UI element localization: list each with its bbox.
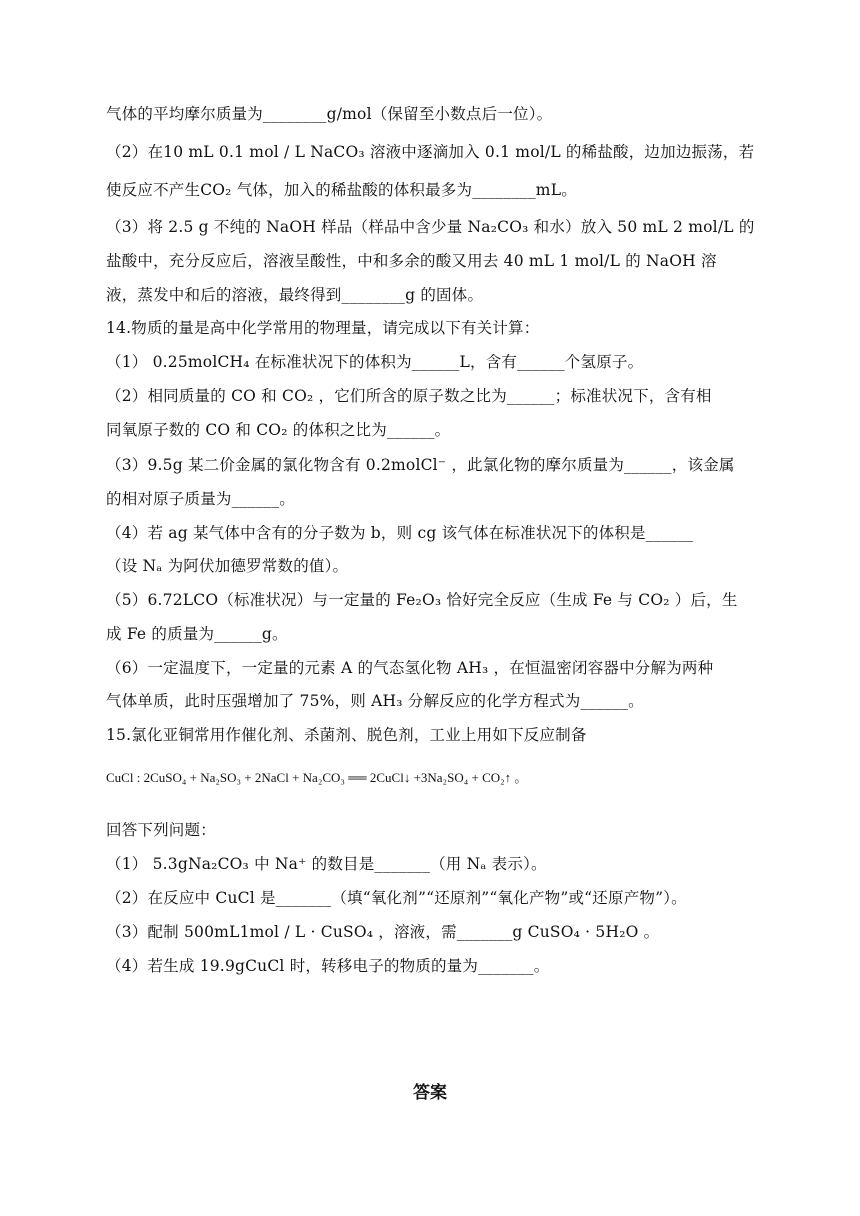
text-line: （4）若 ag 某气体中含有的分子数为 b，则 cg 该气体在标准状况下的体积是______ [106,524,694,542]
text-line: 盐酸中，充分反应后，溶液呈酸性，中和多余的酸又用去 40 mL 1 mol/L 的 NaOH 溶 [106,252,717,270]
text-line: 液，蒸发中和后的溶液，最终得到________g 的固体。 [106,286,484,304]
chemical-equation: CuCl : 2CuSO₄ + Na₂SO₃ + 2NaCl + Na₂CO₃ ══ 2CuCl↓ +3Na₂SO₄ + CO₂↑ 。 [106,770,528,785]
text-line: 使反应不产生CO₂ 气体，加入的稀盐酸的体积最多为________mL。 [106,181,577,199]
text-line: （2）在反应中 CuCl 是_______（填“氧化剂”“还原剂”“氧化产物”或“还原产物”）。 [106,889,687,907]
text-line: （2）在10 mL 0.1 mol / L NaCO₃ 溶液中逐滴加入 0.1 mol/L 的稀盐酸，边加边振荡，若 [106,143,755,161]
text-line: （6）一定温度下，一定量的元素 A 的气态氢化物 AH₃ ，在恒温密闭容器中分解为两种 [106,659,714,677]
text-line: （3）将 2.5 g 不纯的 NaOH 样品（样品中含少量 Na₂CO₃ 和水）放入 50 mL 2 mol/L 的 [106,218,755,236]
text-line: 气体的平均摩尔质量为________g/mol（保留至小数点后一位）。 [106,105,553,123]
question-heading: 15.氯化亚铜常用作催化剂、杀菌剂、脱色剂，工业上用如下反应制备 [106,726,587,744]
question-heading: 14.物质的量是高中化学常用的物理量，请完成以下有关计算： [106,319,540,337]
text-line: （设 Nₐ 为阿伏加德罗常数的值）。 [106,557,349,575]
text-line: 成 Fe 的质量为______g。 [106,625,288,643]
answer-heading: 答案 [413,1083,447,1103]
text-line: 同氧原子数的 CO 和 CO₂ 的体积之比为______。 [106,421,451,439]
text-line: （3）配制 500mL1mol / L · CuSO₄ ，溶液，需_______g CuSO₄ · 5H₂O 。 [106,923,660,941]
text-line: （5）6.72LCO（标准状况）与一定量的 Fe₂O₃ 恰好完全反应（生成 Fe 与 CO₂ ）后，生 [106,591,738,609]
text-line: （1） 0.25molCH₄ 在标准状况下的体积为______L，含有______个氢原子。 [106,353,644,371]
text-line: 气体单质，此时压强增加了 75%，则 AH₃ 分解反应的化学方程式为______。 [106,692,644,710]
text-line: 回答下列问题： [106,821,216,839]
text-line: （4）若生成 19.9gCuCl 时，转移电子的物质的量为_______。 [106,957,550,975]
text-line: （1） 5.3gNa₂CO₃ 中 Na⁺ 的数目是_______（用 Nₐ 表示）。 [106,855,547,873]
text-line: （3）9.5g 某二价金属的氯化物含有 0.2molCl⁻ ，此氯化物的摩尔质量为______，该金属 [106,456,735,474]
text-line: （2）相同质量的 CO 和 CO₂ ，它们所含的原子数之比为______；标准状况下，含有相 [106,387,712,405]
text-line: 的相对原子质量为______。 [106,490,296,508]
